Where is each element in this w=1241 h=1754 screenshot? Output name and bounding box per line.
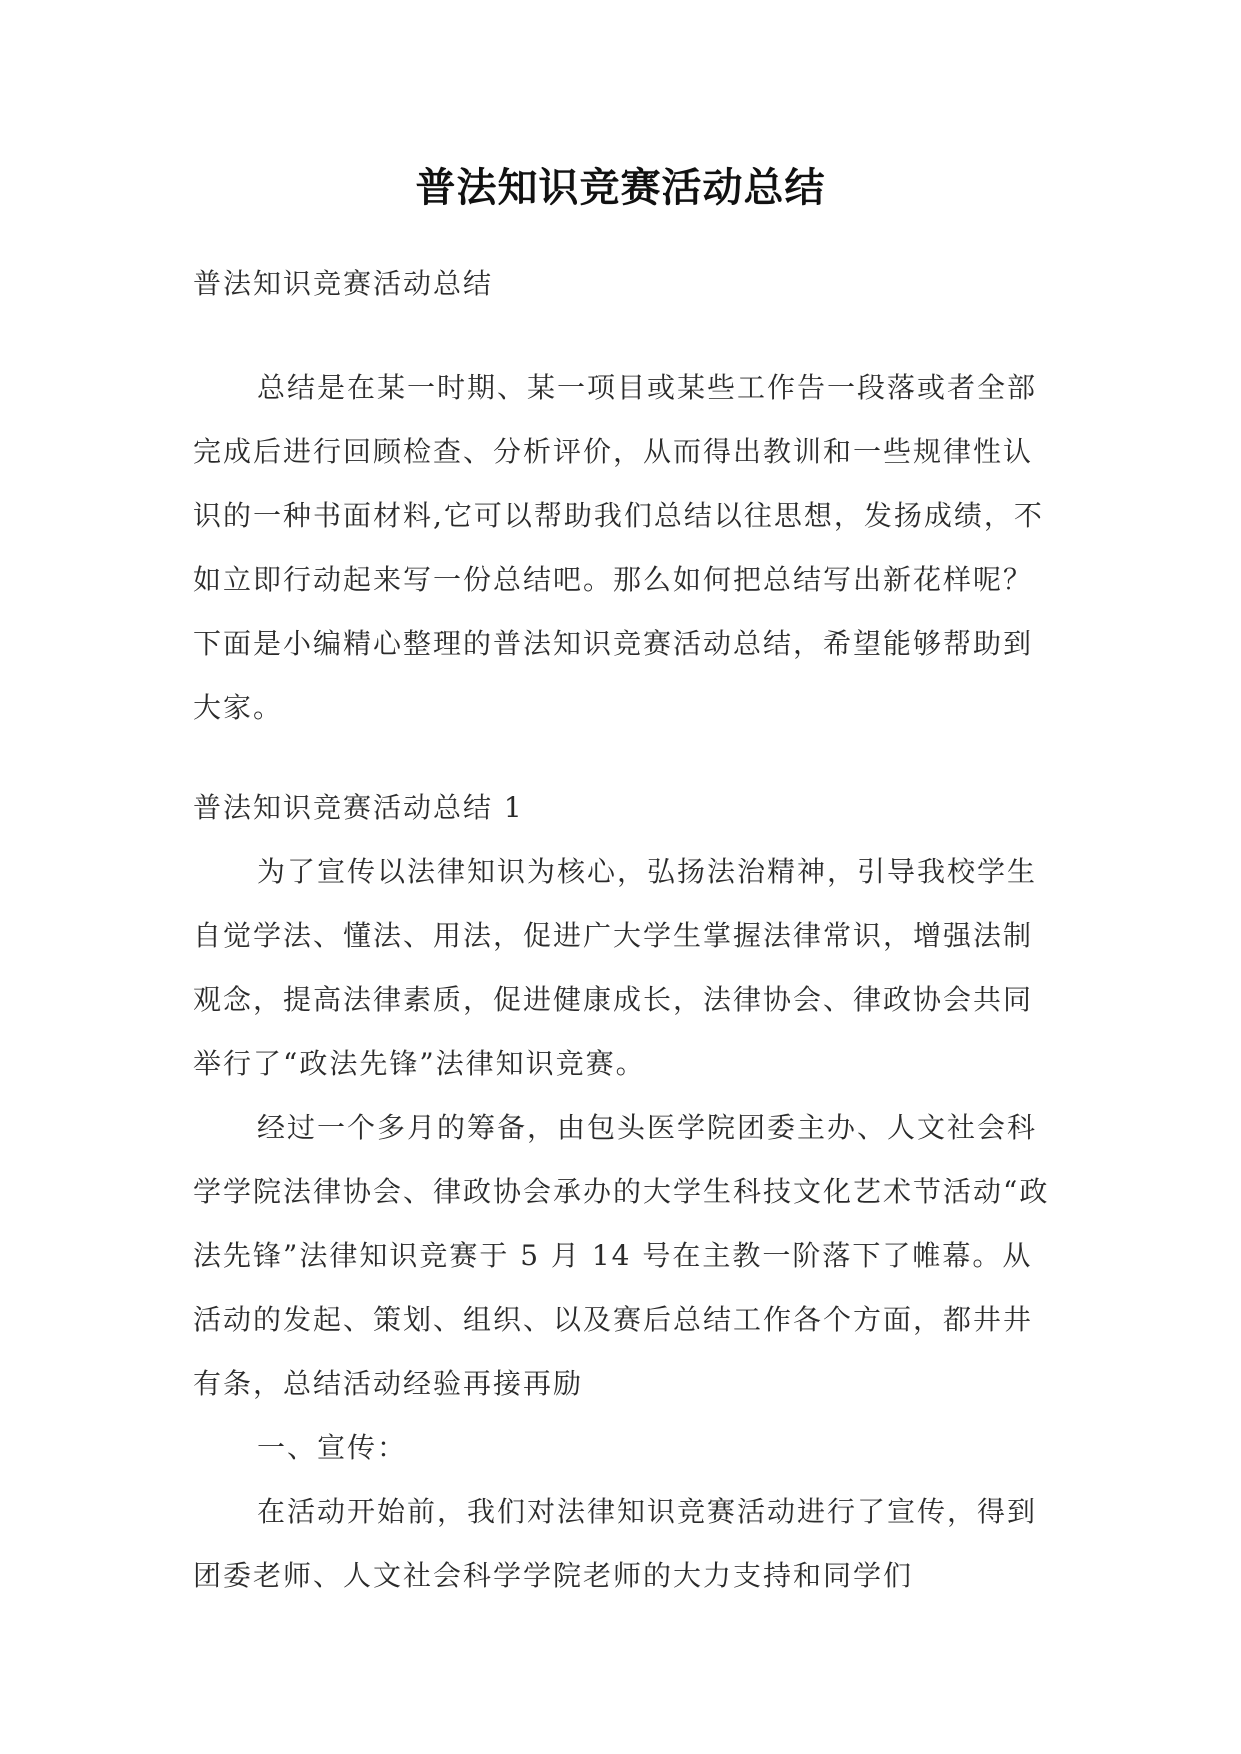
section1-block: [193, 776, 1055, 1608]
subtitle-text: 普法知识竞赛活动总结: [193, 267, 494, 300]
section1-heading: 普法知识竞赛活动总结 1: [193, 791, 524, 824]
section1-paragraph: 经过一个多月的筹备，由包头医学院团委主办、人文社会科学学院法律协会、律政协会承办的大学生科技文化艺术节活动“政法先锋”法律知识竞赛于 5 月 14 号在主教一阶落下了帷幕。从活动的发起、策划、组织、以及赛后总结工作各个方面，都井井有条，总结活动经验再接再励: [193, 1111, 1050, 1400]
intro-paragraph: 总结是在某一时期、某一项目或某些工作告一段落或者全部完成后进行回顾检查、分析评价，从而得出教训和一些规律性认识的一种书面材料,它可以帮助我们总结以往思想，发扬成绩，不如立即行动起来写一份总结吧。那么如何把总结写出新花样呢？下面是小编精心整理的普法知识竞赛活动总结，希望能够帮助到大家。: [193, 371, 1044, 724]
document-title: 普法知识竞赛活动总结: [415, 164, 826, 211]
section1-paragraph: 为了宣传以法律知识为核心，弘扬法治精神，引导我校学生自觉学法、懂法、用法，促进广大学生掌握法律常识，增强法制观念，提高法律素质，促进健康成长，法律协会、律政协会共同举行了“政法先锋”法律知识竞赛。: [193, 855, 1038, 1080]
intro-block: [193, 356, 1055, 740]
section1-subheading: 一、宣传：: [257, 1431, 408, 1464]
document-subtitle: [193, 252, 1055, 316]
section1-paragraph: 在活动开始前，我们对法律知识竞赛活动进行了宣传，得到团委老师、人文社会科学学院老师的大力支持和同学们: [193, 1495, 1038, 1592]
